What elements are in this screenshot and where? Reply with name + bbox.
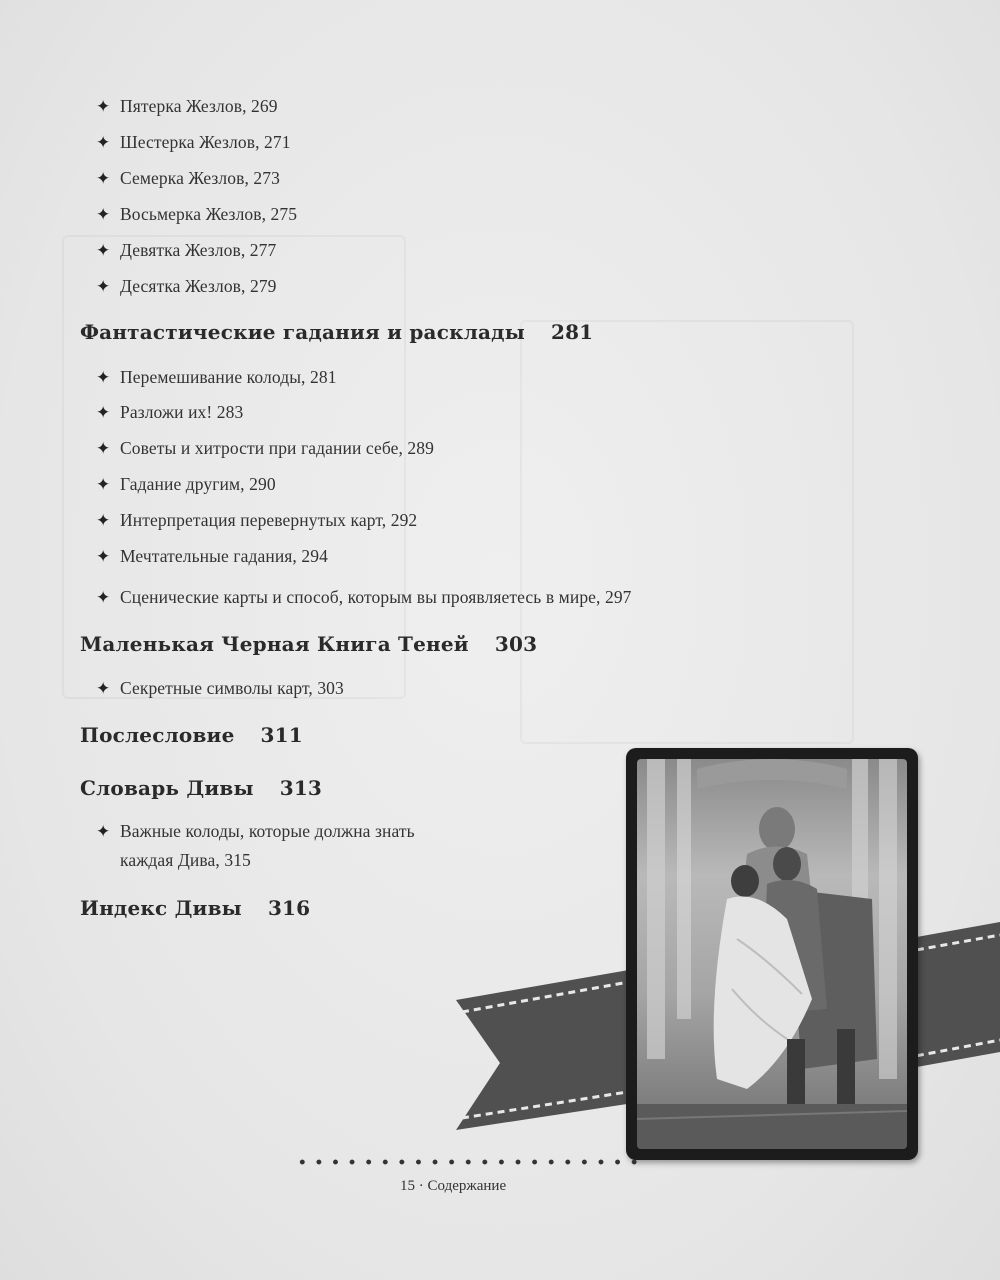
heading-page: 281 bbox=[550, 320, 594, 344]
star-bullet-icon: ✦ bbox=[96, 511, 111, 530]
toc-item-label-line2: каждая Дива, 315 bbox=[120, 850, 251, 870]
heading-title: Словарь Дивы bbox=[80, 776, 254, 800]
star-bullet-icon: ✦ bbox=[96, 822, 111, 841]
heading-title: Фантастические гадания и расклады bbox=[80, 320, 525, 344]
star-bullet-icon: ✦ bbox=[96, 368, 111, 387]
toc-item-label: Секретные символы карт, 303 bbox=[120, 678, 344, 698]
toc-item-label: Сценические карты и способ, которым вы проявляетесь в мире, 297 bbox=[120, 587, 632, 607]
star-bullet-icon: ✦ bbox=[96, 679, 111, 698]
page-number: 15 bbox=[400, 1178, 415, 1194]
toc-item-label: Семерка Жезлов, 273 bbox=[120, 168, 280, 188]
heading-page: 316 bbox=[267, 896, 311, 920]
toc-item-label: Советы и хитрости при гадании себе, 289 bbox=[120, 438, 434, 458]
star-bullet-icon: ✦ bbox=[96, 588, 111, 607]
star-bullet-icon: ✦ bbox=[96, 403, 111, 422]
page-footer bbox=[400, 1178, 506, 1195]
footer-separator: · bbox=[418, 1178, 424, 1194]
heading-title: Маленькая Черная Книга Теней bbox=[80, 632, 469, 656]
heading-title: Индекс Дивы bbox=[80, 896, 242, 920]
star-bullet-icon: ✦ bbox=[96, 547, 111, 566]
toc-item-label: Восьмерка Жезлов, 275 bbox=[120, 204, 298, 224]
star-bullet-icon: ✦ bbox=[96, 133, 111, 152]
toc-item-label: Пятерка Жезлов, 269 bbox=[120, 96, 278, 116]
toc-item-label: Перемешивание колоды, 281 bbox=[120, 367, 337, 387]
heading-title: Послесловие bbox=[80, 723, 235, 747]
star-bullet-icon: ✦ bbox=[96, 277, 111, 296]
star-bullet-icon: ✦ bbox=[96, 205, 111, 224]
toc-item-label: Девятка Жезлов, 277 bbox=[120, 240, 277, 260]
star-bullet-icon: ✦ bbox=[96, 439, 111, 458]
toc-item-label-line1: Важные колоды, которые должна знать bbox=[120, 821, 415, 841]
tarot-card-illustration bbox=[626, 748, 918, 1160]
toc-item-label: Разложи их! 283 bbox=[120, 402, 244, 422]
toc-item-label: Гадание другим, 290 bbox=[120, 474, 276, 494]
star-bullet-icon: ✦ bbox=[96, 475, 111, 494]
toc-item-label: Мечтательные гадания, 294 bbox=[120, 546, 328, 566]
card-artwork bbox=[637, 759, 907, 1149]
card-artwork-drawing bbox=[637, 759, 907, 1149]
heading-page: 311 bbox=[260, 723, 303, 747]
section-title: Содержание bbox=[427, 1178, 507, 1194]
star-bullet-icon: ✦ bbox=[96, 169, 111, 188]
star-bullet-icon: ✦ bbox=[96, 241, 111, 260]
toc-item-label: Шестерка Жезлов, 271 bbox=[120, 132, 291, 152]
star-bullet-icon: ✦ bbox=[96, 97, 111, 116]
footer-dotted-rule bbox=[294, 1158, 644, 1166]
toc-item-label: Десятка Жезлов, 279 bbox=[120, 276, 277, 296]
toc-item-label: Интерпретация перевернутых карт, 292 bbox=[120, 510, 418, 530]
heading-page: 303 bbox=[494, 632, 538, 656]
heading-page: 313 bbox=[279, 776, 323, 800]
